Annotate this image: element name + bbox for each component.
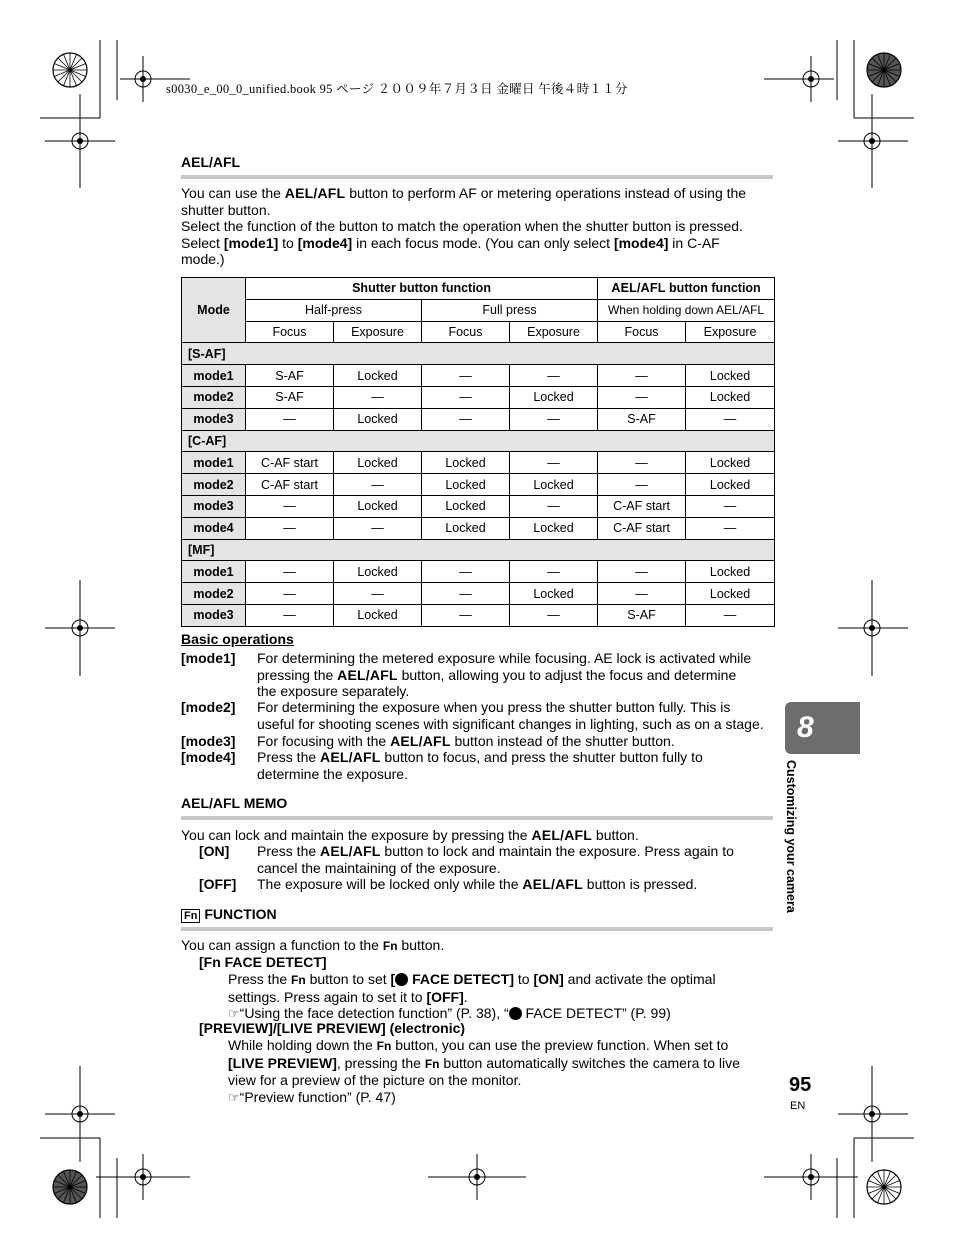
ael-intro: You can use the AEL/AFL button to perform AF or metering operations instead of using the shutter button. Select the function of the button to match the operation when the shutter button is pressed. Select [mode1] to [mode4] in each focus mode. (You can only select [mode4] in C-AF mode.) [181,185,747,267]
table-cell: Locked [510,474,598,496]
table-cell: Locked [686,386,775,408]
table-cell: Locked [686,365,775,387]
fn-intro: You can assign a function to the Fn button. [181,937,445,953]
table-cell: C-AF start [246,452,334,474]
chapter-title-vertical: Customizing your camera [784,760,798,913]
section-heading-ael-afl: AEL/AFL [181,154,241,170]
table-cell: — [422,386,510,408]
table-row [182,365,775,387]
table-cell: — [510,408,598,430]
mode1-description: For determining the metered exposure while focusing. AE lock is activated while pressing the AEL/AFL button, allowing you to adjust the focus and determine the exposure separately. [257,650,752,699]
table-section-row [182,343,775,365]
mode-cell: mode2 [182,386,246,408]
table-cell: — [246,561,334,583]
section-rule [181,927,773,931]
section-label: [MF] [182,539,775,561]
table-cell: Locked [686,561,775,583]
table-cell: S-AF [598,604,686,626]
table-cell: Locked [422,517,510,539]
fn-face-detect-title: [Fn FACE DETECT] [199,954,327,970]
table-cell: — [598,452,686,474]
table-cell: Locked [686,452,775,474]
mode4-description: Press the AEL/AFL button to focus, and press the shutter button fully to determine the exposure. [257,749,703,782]
table-cell: — [510,561,598,583]
page-number: 95 [789,1074,812,1096]
table-cell: — [334,583,422,605]
table-header-exposure: Exposure [686,321,775,343]
table-cell: Locked [422,495,510,517]
table-cell: — [686,408,775,430]
table-cell: Locked [686,474,775,496]
fn-button-icon: Fn [181,909,200,923]
table-cell: — [246,583,334,605]
table-header-exposure: Exposure [510,321,598,343]
table-row [182,604,775,626]
memo-on-term: [ON] [199,843,230,859]
section-label: [C-AF] [182,430,775,452]
table-section-row [182,539,775,561]
table-row [182,561,775,583]
table-header-focus: Focus [246,321,334,343]
table-row [182,452,775,474]
table-header-focus: Focus [422,321,510,343]
reference-hand-icon: ☞ [228,1006,240,1021]
table-cell: — [686,517,775,539]
table-cell: — [598,474,686,496]
table-cell: — [510,495,598,517]
section-heading-fn-function: Fn FUNCTION [181,906,277,923]
table-cell: Locked [422,452,510,474]
table-cell: — [598,583,686,605]
memo-on-description: Press the AEL/AFL button to lock and maintain the exposure. Press again to cancel the maintaining of the exposure. [257,843,734,876]
mode2-term: [mode2] [181,699,236,715]
table-cell: — [334,386,422,408]
table-cell: — [510,452,598,474]
fn-face-detect-description: Press the Fn button to set [ FACE DETECT] to [ON] and activate the optimal settings. Press again to set it to [OFF]. ☞“Using the face detection function” (P. 38), “ FACE DETECT” (P. 99) [228,971,716,1021]
mode3-term: [mode3] [181,733,236,749]
table-header-focus: Focus [598,321,686,343]
mode4-term: [mode4] [181,749,236,765]
reference-hand-icon: ☞ [228,1089,240,1105]
table-section-row [182,430,775,452]
table-row [182,495,775,517]
mode-cell: mode3 [182,495,246,517]
section-heading-memo: AEL/AFL MEMO [181,795,288,811]
table-header-exposure: Exposure [334,321,422,343]
table-cell: Locked [686,583,775,605]
table-cell: — [598,386,686,408]
table-cell: Locked [422,474,510,496]
table-row [182,517,775,539]
table-row [182,474,775,496]
table-cell: Locked [334,561,422,583]
table-cell: Locked [334,365,422,387]
language-code: EN [790,1100,806,1112]
table-cell: — [246,604,334,626]
table-cell: Locked [334,604,422,626]
mode-cell: mode1 [182,365,246,387]
memo-off-term: [OFF] [199,876,237,892]
table-cell: Locked [510,386,598,408]
table-row [182,408,775,430]
section-rule [181,175,773,179]
mode-cell: mode4 [182,517,246,539]
table-cell: C-AF start [246,474,334,496]
table-cell: — [422,604,510,626]
table-header-shutter: Shutter button function [246,278,598,300]
mode2-description: For determining the exposure when you press the shutter button fully. This is useful for shooting scenes with significant changes in lighting, such as on a stage. [257,699,764,732]
table-cell: Locked [334,408,422,430]
mode-cell: mode3 [182,408,246,430]
table-header-ael: AEL/AFL button function [598,278,775,300]
mode-function-table [181,277,775,627]
fn-preview-description: While holding down the Fn button, you can use the preview function. When set to [LIVE PREVIEW], pressing the Fn button automatically switches the camera to live view for a preview of the picture on the monitor. ☞“Preview function” (P. 47) [228,1037,740,1105]
memo-off-description: The exposure will be locked only while the AEL/AFL button is pressed. [257,876,698,892]
mode-cell: mode2 [182,474,246,496]
table-cell: — [246,495,334,517]
table-cell: S-AF [246,365,334,387]
table-body [182,343,775,626]
table-cell: — [334,517,422,539]
face-detect-icon [509,1007,522,1020]
table-cell: — [422,408,510,430]
table-cell: — [422,583,510,605]
mode-cell: mode1 [182,452,246,474]
table-cell: Locked [510,583,598,605]
chapter-tab: 8 [785,702,860,754]
table-cell: — [246,408,334,430]
mode-cell: mode1 [182,561,246,583]
table-cell: S-AF [598,408,686,430]
memo-intro: You can lock and maintain the exposure by pressing the AEL/AFL button. [181,827,639,843]
section-rule [181,816,773,820]
section-label: [S-AF] [182,343,775,365]
table-cell: — [598,561,686,583]
fn-preview-title: [PREVIEW]/[LIVE PREVIEW] (electronic) [199,1020,466,1036]
table-header-mode: Mode [182,278,246,343]
table-cell: — [422,561,510,583]
table-header-full-press: Full press [422,299,598,321]
fn-glyph: Fn [382,939,398,953]
table-header-holding: When holding down AEL/AFL [598,299,775,321]
table-cell: Locked [510,517,598,539]
table-cell: — [422,365,510,387]
mode-cell: mode3 [182,604,246,626]
table-cell: Locked [334,495,422,517]
table-row [182,583,775,605]
table-row [182,386,775,408]
print-header: s0030_e_00_0_unified.book 95 ページ ２００９年７月３日 金曜日 午後４時１１分 [166,82,628,96]
basic-operations-heading: Basic operations [181,631,294,647]
face-detect-icon [395,973,408,986]
table-cell: C-AF start [598,517,686,539]
table-cell: S-AF [246,386,334,408]
ael-afl-button-label: AEL/AFL [284,185,346,201]
table-cell: — [510,604,598,626]
table-cell: C-AF start [598,495,686,517]
table-cell: — [510,365,598,387]
table-cell: Locked [334,452,422,474]
table-cell: — [686,604,775,626]
table-header-half-press: Half-press [246,299,422,321]
table-cell: — [686,495,775,517]
mode-cell: mode2 [182,583,246,605]
table-cell: — [246,517,334,539]
mode1-term: [mode1] [181,650,236,666]
table-cell: — [334,474,422,496]
table-cell: — [598,365,686,387]
mode3-description: For focusing with the AEL/AFL button instead of the shutter button. [257,733,675,749]
